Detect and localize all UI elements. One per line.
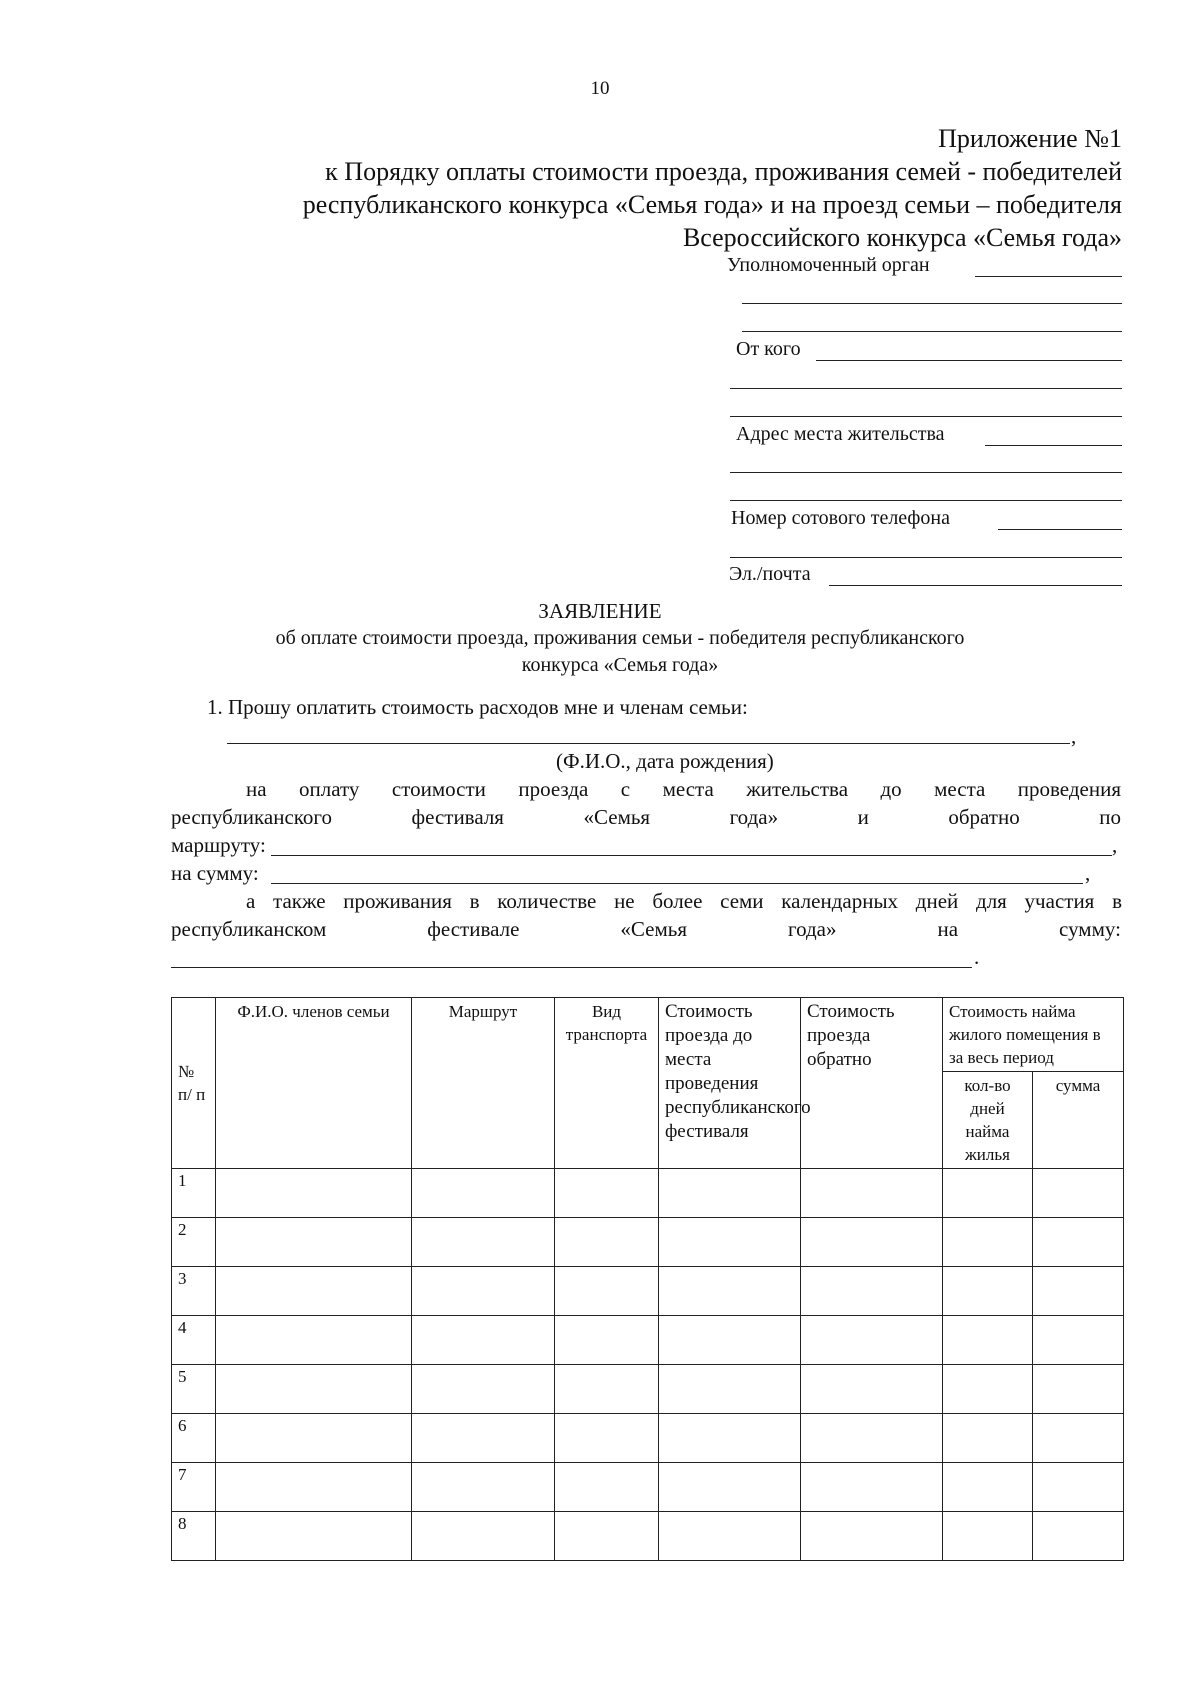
row-number: 7 [172, 1463, 216, 1512]
cell[interactable] [801, 1463, 943, 1512]
cell[interactable] [555, 1463, 659, 1512]
cell[interactable] [1033, 1218, 1124, 1267]
statement-subtitle-2: конкурса «Семья года» [521, 654, 719, 676]
cell[interactable] [412, 1463, 555, 1512]
word: на [246, 777, 267, 801]
from-field-line-3[interactable] [730, 416, 1122, 417]
comma-2: , [1112, 833, 1118, 857]
cell[interactable] [555, 1169, 659, 1218]
cell[interactable] [1033, 1365, 1124, 1414]
table-row [172, 1169, 1124, 1218]
word: республиканского [171, 805, 332, 829]
word: обратно [948, 805, 1020, 829]
sum-label: на сумму: [171, 861, 259, 885]
table-row [172, 1512, 1124, 1561]
header-days: кол-во дней найма жилья [943, 1072, 1033, 1169]
expenses-table [171, 997, 1124, 1561]
family-members-field[interactable] [227, 743, 1070, 744]
cell[interactable] [555, 1267, 659, 1316]
word: республиканском [171, 917, 327, 941]
travel-line-1 [246, 777, 1121, 802]
item-1-text: 1. Прошу оплатить стоимость расходов мне и членам семьи: [207, 695, 748, 719]
row-number: 3 [172, 1267, 216, 1316]
stay-sum-field[interactable] [171, 967, 972, 968]
header-housing: Стоимость найма жилого помещения в за весь период [943, 998, 1124, 1072]
word: сумму: [1059, 917, 1121, 941]
cell[interactable] [1033, 1463, 1124, 1512]
address-field-line-2[interactable] [730, 472, 1122, 473]
table-row [172, 1463, 1124, 1512]
word: проезда [518, 777, 589, 801]
cell[interactable] [943, 1512, 1033, 1561]
sum-field[interactable] [271, 883, 1083, 884]
travel-line-2 [171, 805, 1121, 830]
cell[interactable] [659, 1218, 801, 1267]
appendix-line-3: Всероссийского конкурса «Семья года» [682, 223, 1122, 252]
authority-field-line-2[interactable] [742, 303, 1122, 304]
route-label: маршруту: [171, 833, 266, 857]
cell[interactable] [943, 1463, 1033, 1512]
word: фестивале [427, 917, 520, 941]
stay-line-1: а также проживания в количестве не более семи календарных дней для участия в [246, 889, 1122, 913]
header-num: № п/ п [172, 998, 216, 1169]
cell[interactable] [216, 1414, 412, 1463]
comma-1: , [1071, 724, 1077, 748]
row-number: 6 [172, 1414, 216, 1463]
cell[interactable] [216, 1267, 412, 1316]
cell[interactable] [216, 1463, 412, 1512]
cell[interactable] [943, 1218, 1033, 1267]
email-field[interactable] [829, 585, 1122, 586]
comma-3: , [1085, 861, 1091, 885]
cell[interactable] [412, 1512, 555, 1561]
appendix-line-1: к Порядку оплаты стоимости проезда, проживания семей - победителей [325, 157, 1122, 186]
address-label: Адрес места жительства [736, 423, 945, 445]
cell[interactable] [555, 1512, 659, 1561]
row-number: 4 [172, 1316, 216, 1365]
word: жительства [746, 777, 849, 801]
period: . [974, 945, 980, 969]
from-field-line-2[interactable] [730, 388, 1122, 389]
cell[interactable] [943, 1414, 1033, 1463]
cell[interactable] [412, 1316, 555, 1365]
header-transport: Вид транспорта [555, 998, 659, 1169]
header-route: Маршрут [412, 998, 555, 1169]
address-field[interactable] [985, 445, 1122, 446]
word: фестиваля [411, 805, 504, 829]
cell[interactable] [659, 1267, 801, 1316]
cell[interactable] [555, 1218, 659, 1267]
cell[interactable] [659, 1463, 801, 1512]
cell[interactable] [216, 1365, 412, 1414]
word: по [1099, 805, 1121, 829]
phone-field[interactable] [998, 529, 1122, 530]
cell[interactable] [801, 1267, 943, 1316]
header-fio: Ф.И.О. членов семьи [216, 998, 412, 1169]
appendix-line-2: республиканского конкурса «Семья года» и на проезд семьи – победителя [302, 190, 1122, 219]
cell[interactable] [659, 1512, 801, 1561]
cell[interactable] [801, 1316, 943, 1365]
cell[interactable] [943, 1267, 1033, 1316]
row-number: 5 [172, 1365, 216, 1414]
cell[interactable] [412, 1218, 555, 1267]
authority-field-line-3[interactable] [742, 331, 1122, 332]
cell[interactable] [216, 1316, 412, 1365]
route-field[interactable] [271, 855, 1112, 856]
row-number: 1 [172, 1169, 216, 1218]
table-row [172, 1414, 1124, 1463]
cell[interactable] [1033, 1316, 1124, 1365]
authority-label: Уполномоченный орган [727, 254, 930, 276]
word: с [620, 777, 631, 801]
statement-subtitle-1: об оплате стоимости проезда, проживания семьи - победителя республиканского [275, 627, 965, 649]
cell[interactable] [1033, 1414, 1124, 1463]
cell[interactable] [801, 1169, 943, 1218]
from-label: От кого [736, 338, 801, 360]
table-row [172, 1267, 1124, 1316]
word: проведения [1017, 777, 1121, 801]
cell[interactable] [801, 1218, 943, 1267]
cell[interactable] [216, 1512, 412, 1561]
word: года» [729, 805, 779, 829]
email-label: Эл./почта [729, 563, 811, 585]
word: до [880, 777, 902, 801]
phone-label: Номер сотового телефона [731, 507, 950, 529]
cell[interactable] [659, 1414, 801, 1463]
cell[interactable] [1033, 1267, 1124, 1316]
cell[interactable] [659, 1316, 801, 1365]
word: «Семья [620, 917, 688, 941]
cell[interactable] [943, 1169, 1033, 1218]
cell[interactable] [555, 1316, 659, 1365]
cell[interactable] [412, 1169, 555, 1218]
row-number: 2 [172, 1218, 216, 1267]
cell[interactable] [555, 1414, 659, 1463]
cell[interactable] [659, 1169, 801, 1218]
table-row [172, 1218, 1124, 1267]
cell[interactable] [216, 1218, 412, 1267]
word: «Семья [583, 805, 651, 829]
cell[interactable] [412, 1267, 555, 1316]
header-cost-to: Стоимость проезда до места проведения республиканского фестиваля [659, 998, 801, 1169]
cell[interactable] [1033, 1169, 1124, 1218]
word: и [857, 805, 869, 829]
header-cost-back: Стоимость проезда обратно [801, 998, 943, 1169]
cell[interactable] [801, 1365, 943, 1414]
fio-hint: (Ф.И.О., дата рождения) [556, 749, 774, 773]
table-row [172, 1316, 1124, 1365]
appendix-title: Приложение №1 [938, 124, 1122, 153]
cell[interactable] [412, 1365, 555, 1414]
cell[interactable] [943, 1365, 1033, 1414]
cell[interactable] [216, 1169, 412, 1218]
cell[interactable] [801, 1512, 943, 1561]
word: оплату [299, 777, 360, 801]
statement-title: ЗАЯВЛЕНИЕ [538, 599, 662, 623]
word: на [937, 917, 959, 941]
cell[interactable] [801, 1414, 943, 1463]
cell[interactable] [1033, 1512, 1124, 1561]
row-number: 8 [172, 1512, 216, 1561]
stay-line-2 [171, 917, 1121, 942]
word: стоимости [391, 777, 486, 801]
cell[interactable] [412, 1414, 555, 1463]
cell[interactable] [555, 1365, 659, 1414]
word: места [934, 777, 986, 801]
cell[interactable] [659, 1365, 801, 1414]
from-field[interactable] [816, 360, 1122, 361]
word: места [662, 777, 714, 801]
cell[interactable] [943, 1316, 1033, 1365]
phone-field-line-2[interactable] [730, 557, 1122, 558]
word: года» [788, 917, 837, 941]
authority-field[interactable] [975, 276, 1122, 277]
page-number: 10 [590, 78, 610, 99]
table-row [172, 1365, 1124, 1414]
address-field-line-3[interactable] [730, 500, 1122, 501]
header-sum: сумма [1033, 1072, 1124, 1169]
